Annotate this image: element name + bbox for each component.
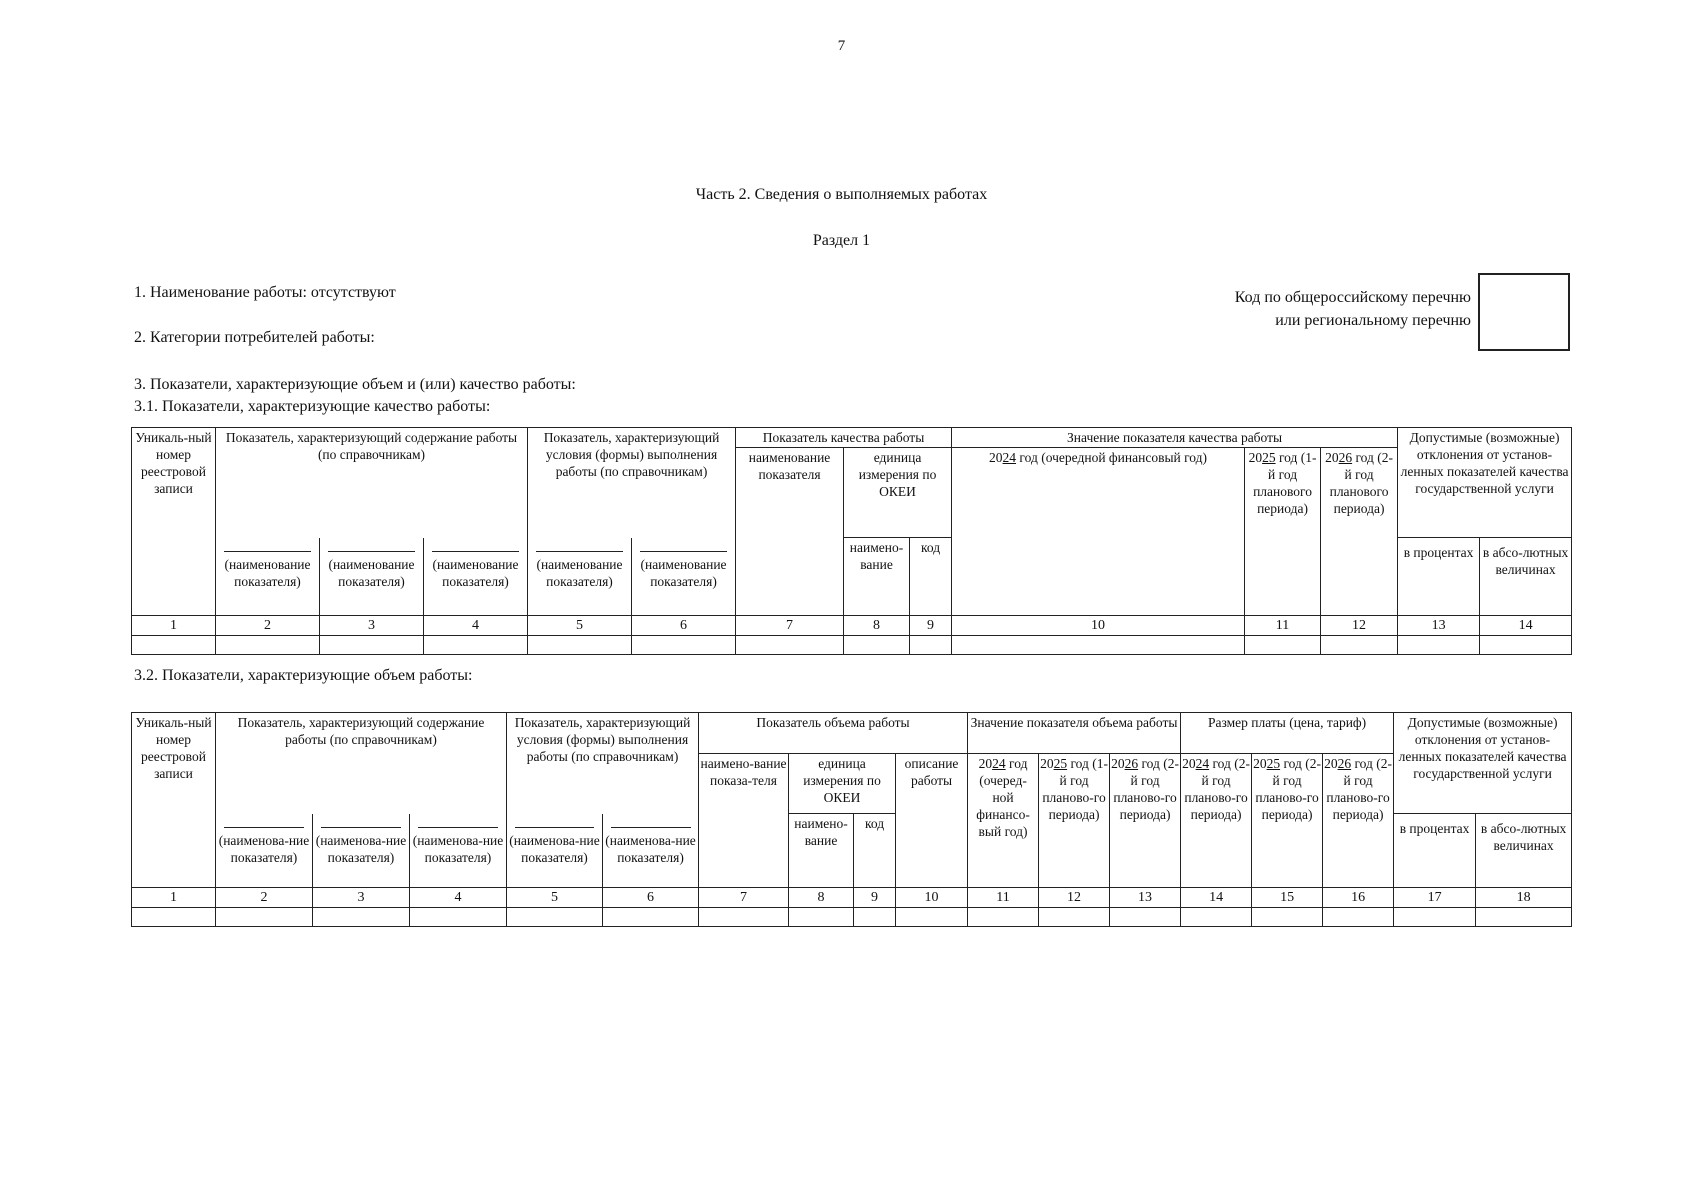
volume-table (131, 712, 1572, 927)
th-deviation-absolute: в абсо-лютных величинах (1476, 814, 1572, 888)
table-cell[interactable] (1245, 636, 1321, 655)
th-volume: Показатель объема работы (699, 713, 968, 754)
table-cell[interactable] (1039, 908, 1110, 927)
th-content-ind-2: (наименова-ние показателя) (313, 814, 410, 888)
th-content: Показатель, характеризующий содержание работы (по справочникам) (216, 428, 528, 538)
col-number: 7 (736, 616, 844, 636)
col-number: 17 (1394, 888, 1476, 908)
th-unit-name: наимено-вание (789, 814, 854, 888)
th-indicator-name: наимено-вание показа-теля (699, 754, 789, 888)
quality-table (131, 427, 1572, 655)
table-cell[interactable] (1252, 908, 1323, 927)
th-indicator-name: наименование показателя (736, 448, 844, 616)
col-number: 4 (424, 616, 528, 636)
th-condition-ind-1: (наименова-ние показателя) (507, 814, 603, 888)
col-number: 6 (603, 888, 699, 908)
table-cell[interactable] (1323, 908, 1394, 927)
col-number: 2 (216, 888, 313, 908)
table-cell[interactable] (1398, 636, 1480, 655)
col-number: 1 (132, 888, 216, 908)
th-fee: Размер платы (цена, тариф) (1181, 713, 1394, 754)
table-cell[interactable] (603, 908, 699, 927)
col-number: 7 (699, 888, 789, 908)
table-cell[interactable] (1110, 908, 1181, 927)
col-number: 8 (789, 888, 854, 908)
th-condition-ind-2: (наименова-ние показателя) (603, 814, 699, 888)
th-volume-value: Значение показателя объема работы (968, 713, 1181, 754)
col-number: 9 (854, 888, 896, 908)
th-value-year-1: 2024 год (очеред-ной финансо-вый год) (968, 754, 1039, 888)
th-conditions: Показатель, характеризующий условия (формы) выполнения работы (по справочникам) (507, 713, 699, 814)
th-year-1: 2024 год (очередной финансовый год) (952, 448, 1245, 616)
col-number: 8 (844, 616, 910, 636)
table-cell[interactable] (507, 908, 603, 927)
th-deviation: Допустимые (возможные) отклонения от установ-ленных показателей качества государственной услуги (1398, 428, 1572, 538)
part-title: Часть 2. Сведения о выполняемых работах (695, 186, 988, 203)
col-number: 1 (132, 616, 216, 636)
col-number: 12 (1321, 616, 1398, 636)
th-condition-ind-1: (наименование показателя) (528, 538, 632, 616)
table-cell[interactable] (1181, 908, 1252, 927)
th-deviation: Допустимые (возможные) отклонения от установ-ленных показателей качества государственной услуги (1394, 713, 1572, 814)
col-number: 9 (910, 616, 952, 636)
col-number: 10 (896, 888, 968, 908)
column-numbers-row (132, 616, 1572, 636)
col-number: 12 (1039, 888, 1110, 908)
th-deviation-absolute: в абсо-лютных величинах (1480, 538, 1572, 616)
th-unit: единица измерения по ОКЕИ (789, 754, 896, 814)
table-cell[interactable] (968, 908, 1039, 927)
work-name-line: 1. Наименование работы: отсутствуют (134, 284, 396, 301)
col-number: 2 (216, 616, 320, 636)
column-numbers-row (132, 888, 1572, 908)
table-cell[interactable] (424, 636, 528, 655)
th-work-description: описание работы (896, 754, 968, 888)
th-fee-year-2: 2025 год (2-й год планово-го периода) (1252, 754, 1323, 888)
table-cell[interactable] (320, 636, 424, 655)
col-number: 13 (1110, 888, 1181, 908)
table-cell[interactable] (1480, 636, 1572, 655)
th-year-2: 2025 год (1-й год планового периода) (1245, 448, 1321, 616)
th-quality-value: Значение показателя качества работы (952, 428, 1398, 448)
table-cell[interactable] (896, 908, 968, 927)
table-cell[interactable] (632, 636, 736, 655)
indicators-heading: 3. Показатели, характеризующие объем и (или) качество работы: (134, 376, 576, 393)
th-unit: единица измерения по ОКЕИ (844, 448, 952, 538)
table-cell[interactable] (1476, 908, 1572, 927)
th-fee-year-3: 2026 год (2-й год планово-го периода) (1323, 754, 1394, 888)
th-value-year-3: 2026 год (2-й год планово-го периода) (1110, 754, 1181, 888)
col-number: 15 (1252, 888, 1323, 908)
table-cell[interactable] (313, 908, 410, 927)
th-value-year-2: 2025 год (1-й год планово-го периода) (1039, 754, 1110, 888)
col-number: 3 (320, 616, 424, 636)
col-number: 10 (952, 616, 1245, 636)
table-cell[interactable] (699, 908, 789, 927)
consumers-line: 2. Категории потребителей работы: (134, 329, 375, 346)
th-content: Показатель, характеризующий содержание работы (по справочникам) (216, 713, 507, 814)
table-cell[interactable] (1394, 908, 1476, 927)
col-number: 14 (1480, 616, 1572, 636)
col-number: 6 (632, 616, 736, 636)
table-cell[interactable] (216, 636, 320, 655)
table-cell[interactable] (410, 908, 507, 927)
th-unit-code: код (854, 814, 896, 888)
col-number: 5 (507, 888, 603, 908)
th-content-ind-3: (наименование показателя) (424, 538, 528, 616)
table-cell[interactable] (528, 636, 632, 655)
section-title: Раздел 1 (812, 232, 871, 249)
table-row (132, 908, 1572, 927)
th-unique-number: Уникаль-ный номер реестровой записи (132, 713, 216, 888)
table-cell[interactable] (910, 636, 952, 655)
registry-code-box[interactable] (1478, 273, 1570, 351)
th-unit-name: наимено-вание (844, 538, 910, 616)
table-cell[interactable] (844, 636, 910, 655)
registry-code-label: Код по общероссийскому перечню или региональному перечню (1234, 289, 1471, 329)
th-unit-code: код (910, 538, 952, 616)
th-unique-number: Уникаль-ный номер реестровой записи (132, 428, 216, 616)
col-number: 14 (1181, 888, 1252, 908)
th-content-ind-2: (наименование показателя) (320, 538, 424, 616)
th-content-ind-3: (наименова-ние показателя) (410, 814, 507, 888)
quality-heading: 3.1. Показатели, характеризующие качество работы: (134, 398, 491, 415)
table-cell[interactable] (216, 908, 313, 927)
page-number: 7 (837, 38, 846, 54)
th-quality: Показатель качества работы (736, 428, 952, 448)
col-number: 13 (1398, 616, 1480, 636)
col-number: 11 (1245, 616, 1321, 636)
th-content-ind-1: (наименование показателя) (216, 538, 320, 616)
th-year-3: 2026 год (2-й год планового периода) (1321, 448, 1398, 616)
col-number: 4 (410, 888, 507, 908)
th-deviation-percent: в процентах (1394, 814, 1476, 888)
th-conditions: Показатель, характеризующий условия (формы) выполнения работы (по справочникам) (528, 428, 736, 538)
table-cell[interactable] (854, 908, 896, 927)
col-number: 3 (313, 888, 410, 908)
table-cell[interactable] (132, 636, 216, 655)
col-number: 11 (968, 888, 1039, 908)
col-number: 16 (1323, 888, 1394, 908)
th-deviation-percent: в процентах (1398, 538, 1480, 616)
th-condition-ind-2: (наименование показателя) (632, 538, 736, 616)
table-cell[interactable] (952, 636, 1245, 655)
th-fee-year-1: 2024 год (2-й год планово-го периода) (1181, 754, 1252, 888)
table-cell[interactable] (1321, 636, 1398, 655)
col-number: 18 (1476, 888, 1572, 908)
th-content-ind-1: (наименова-ние показателя) (216, 814, 313, 888)
table-cell[interactable] (736, 636, 844, 655)
volume-heading: 3.2. Показатели, характеризующие объем работы: (134, 667, 473, 684)
table-cell[interactable] (132, 908, 216, 927)
table-cell[interactable] (789, 908, 854, 927)
table-row (132, 636, 1572, 655)
col-number: 5 (528, 616, 632, 636)
